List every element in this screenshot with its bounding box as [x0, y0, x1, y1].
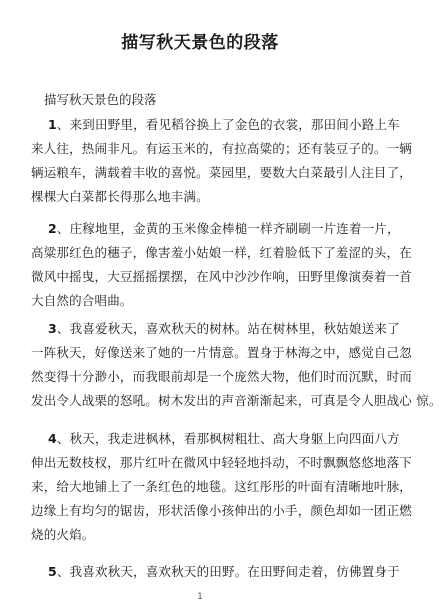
paragraph-2 [31, 217, 413, 313]
document-title: 描写秋天景色的段落 [121, 33, 279, 53]
paragraph-number: 3 [48, 321, 57, 336]
paragraph-number: 1 [48, 117, 57, 132]
paragraph-number: 4 [48, 431, 57, 446]
paragraph-line: 烧的火焰。 [31, 527, 95, 542]
paragraph-line: 3、我喜爱秋天，喜欢秋天的树林。站在树林里，秋姑娘送来了 [48, 321, 400, 336]
paragraph-line: 然变得十分渺小，而我眼前却是一个庞然大物，他们时而沉默，时而 [31, 369, 413, 384]
paragraph-1 [31, 113, 413, 209]
paragraph-line: 4、秋天，我走进枫林，看那枫树粗壮、高大身躯上向四面八方 [48, 431, 400, 446]
paragraph-line: 辆运粮车，满载着丰收的喜悦。菜园里，要数大白菜最引人注目了， [31, 165, 413, 180]
paragraph-line: 1、来到田野里，看见稻谷换上了金色的衣裳，那田间小路上车 [48, 117, 400, 132]
paragraph-line: 发出令人战栗的怒吼。树木发出的声音渐渐起来，可真是令人胆战心 惊。 [31, 393, 442, 408]
paragraph-line: 大自然的合唱曲。 [31, 293, 133, 308]
paragraph-line: 棵棵大白菜都长得那么地丰满。 [31, 189, 209, 204]
paragraph-line: 5、我喜欢秋天，喜欢秋天的田野。在田野间走着，仿佛置身于 [48, 564, 400, 579]
paragraph-3 [31, 317, 442, 413]
document-subtitle: 描写秋天景色的段落 [44, 92, 157, 107]
paragraph-line: 高粱那红色的穗子，像害羞小姑娘一样，红着脸低下了羞涩的头，在 [31, 245, 413, 260]
paragraph-4 [31, 427, 413, 547]
paragraph-line: 微风中摇曳，大豆摇摇摆摆，在风中沙沙作响，田野里像演奏着一首 [31, 269, 413, 284]
paragraph-line: 伸出无数枝杈，那片红叶在微风中轻轻地抖动，不时飘飘悠悠地落下 [31, 455, 413, 470]
paragraph-line: 2、庄稼地里，金黄的玉米像金棒槌一样齐刷刷一片连着一片， [48, 221, 400, 236]
paragraph-line: 一阵秋天，好像送来了她的一片情意。置身于林海之中，感觉自己忽 [31, 345, 413, 360]
paragraph-line: 来人往，热闹非凡。有运玉米的，有拉高粱的；还有装豆子的。一辆 [31, 141, 413, 156]
paragraph-line: 来，给大地铺上了一条红色的地毯。这红彤彤的叶面有清晰地叶脉， [31, 479, 413, 494]
paragraph-line: 边缘上有均匀的锯齿，形状活像小孩伸出的小手，颜色却如一团正燃 [31, 503, 413, 518]
paragraph-5 [31, 560, 400, 584]
paragraph-number: 5 [48, 564, 57, 579]
page-number: 1 [197, 592, 203, 602]
paragraph-number: 2 [48, 221, 57, 236]
